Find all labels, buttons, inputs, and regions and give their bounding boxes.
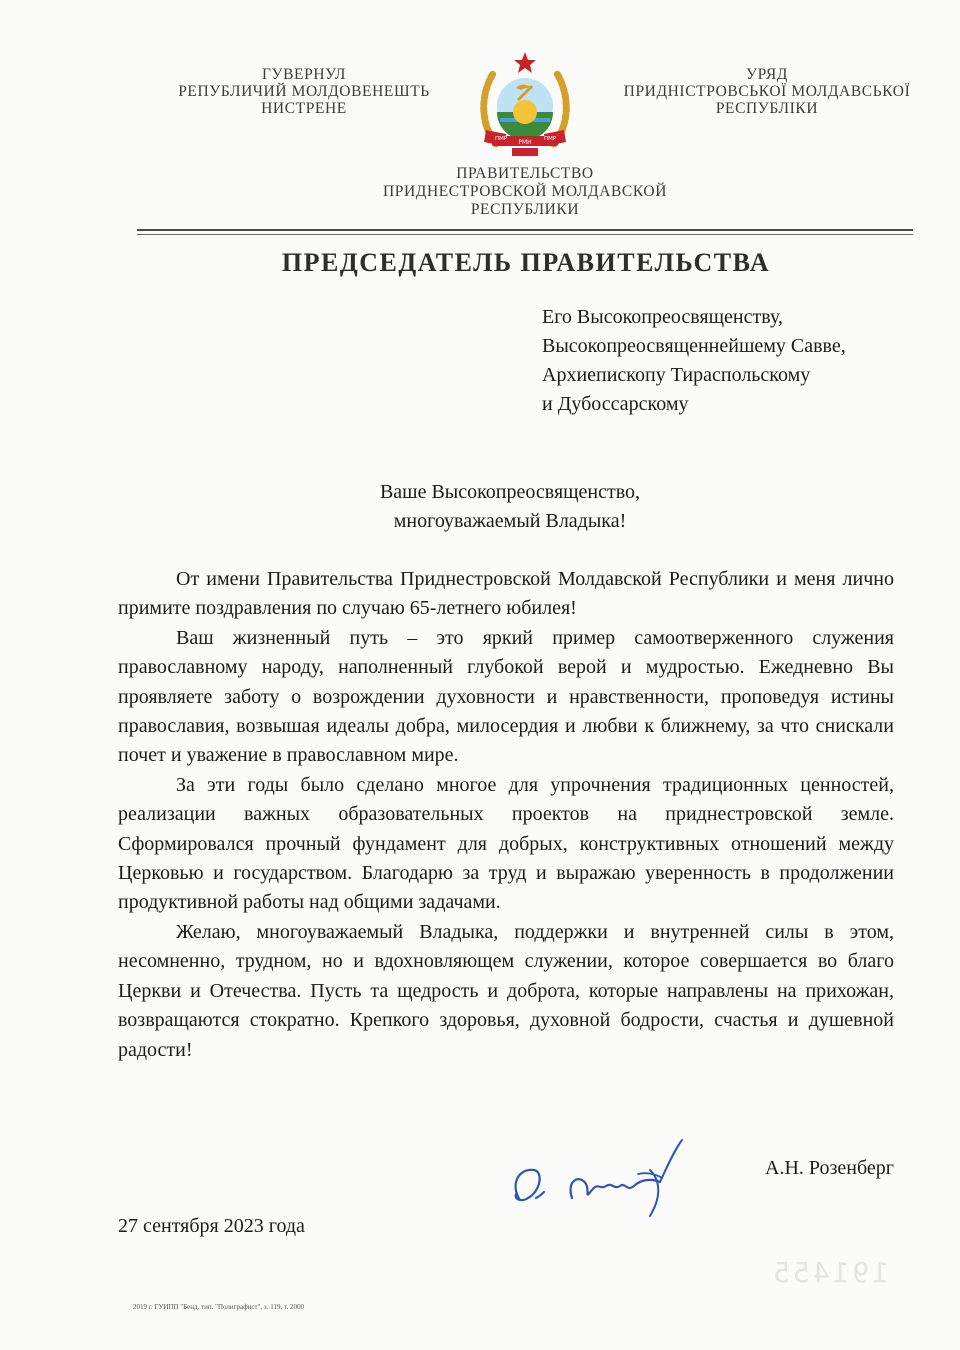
header-moldovan-line: НИСТРЕНЕ xyxy=(261,100,347,117)
header-russian-line: ПРАВИТЕЛЬСТВО xyxy=(456,165,594,182)
body-paragraph: Ваш жизненный путь – это яркий пример самоотверженного служения православному народу, наполненный глубокой верой и мудростью. Ежедневно Вы проявляете заботу о возрождении духовности и нравственности, проповедуя истины православия, возвышая идеалы добра, милосердия и любви к ближнему, за что снискали почет и уважение в православном мире. xyxy=(118,626,894,767)
body-paragraph: Желаю, многоуважаемый Владыка, поддержки и внутренней силы в этом, несомненно, трудном, но и вдохновляющем служении, которое совершается во благо Церкви и Отечества. Пусть та щедрость и доброта, которые направлены на прихожан, возвращаются стократно. Крепкого здоровья, духовной бодрости, счастья и душевной радости! xyxy=(118,920,894,1061)
printer-imprint: 2019 г. ГУИПП "Бенд. тип. "Полиграфист", з. 119, т. 2000 xyxy=(133,1303,304,1311)
state-emblem-icon xyxy=(476,50,574,162)
post-title: ПРЕДСЕДАТЕЛЬ ПРАВИТЕЛЬСТВА xyxy=(281,248,771,277)
body-paragraph: За эти годы было сделано многое для упрочнения традиционных ценностей, реализации важных образовательных проектов на приднестровской земле. Сформировался прочный фундамент для добрых, конструктивных отношений между Церковью и государством. Благодарю за труд и выражаю уверенность в продолжении продуктивной работы над общими задачами. xyxy=(118,773,894,914)
addressee-line: и Дубоссарскому xyxy=(542,393,689,415)
emblem-ribbon-center: РМН xyxy=(518,139,532,146)
header-ukrainian-line: РЕСПУБЛІКИ xyxy=(715,100,819,117)
salutation-line: многоуважаемый Владыка! xyxy=(393,510,627,532)
addressee-line: Архиепископу Тираспольскому xyxy=(542,364,811,386)
handwritten-signature xyxy=(500,1130,700,1220)
emblem-ribbon-left: ПМР xyxy=(495,136,508,142)
letter-body xyxy=(118,565,894,1065)
header-moldovan-line: РЕПУБЛИЧИЙ МОЛДОВЕНЕШТЬ xyxy=(178,83,430,100)
emblem-ribbon-right: ПМР xyxy=(544,136,557,142)
header-moldovan xyxy=(168,66,440,117)
header-ukrainian-line: УРЯД xyxy=(746,66,788,83)
header-moldovan-line: ГУВЕРНУЛ xyxy=(261,66,347,83)
letter-date: 27 сентября 2023 года xyxy=(118,1215,305,1237)
addressee-line: Высокопреосвященнейшему Савве, xyxy=(542,335,846,357)
signer-name: А.Н. Розенберг xyxy=(765,1157,894,1179)
header-ukrainian xyxy=(612,66,922,117)
salutation-line: Ваше Высокопреосвященство, xyxy=(379,481,641,503)
header-russian-line: РЕСПУБЛИКИ xyxy=(470,201,580,218)
header-divider-thick xyxy=(137,229,913,231)
serial-number-showthrough: 191455 xyxy=(770,1256,890,1289)
header-russian-line: ПРИДНЕСТРОВСКОЙ МОЛДАВСКОЙ xyxy=(382,183,668,200)
header-divider-thin xyxy=(137,234,913,235)
header-russian xyxy=(345,165,705,219)
addressee-line: Его Высокопреосвященству, xyxy=(542,306,783,328)
addressee-block xyxy=(542,303,846,419)
body-paragraph: От имени Правительства Приднестровской Молдавской Республики и меня лично примите поздравления по случаю 65-летнего юбилея! xyxy=(118,568,894,620)
header-ukrainian-line: ПРИДНІСТРОВСЬКОЇ МОЛДАВСЬКОЇ xyxy=(623,83,911,100)
salutation xyxy=(230,478,790,536)
